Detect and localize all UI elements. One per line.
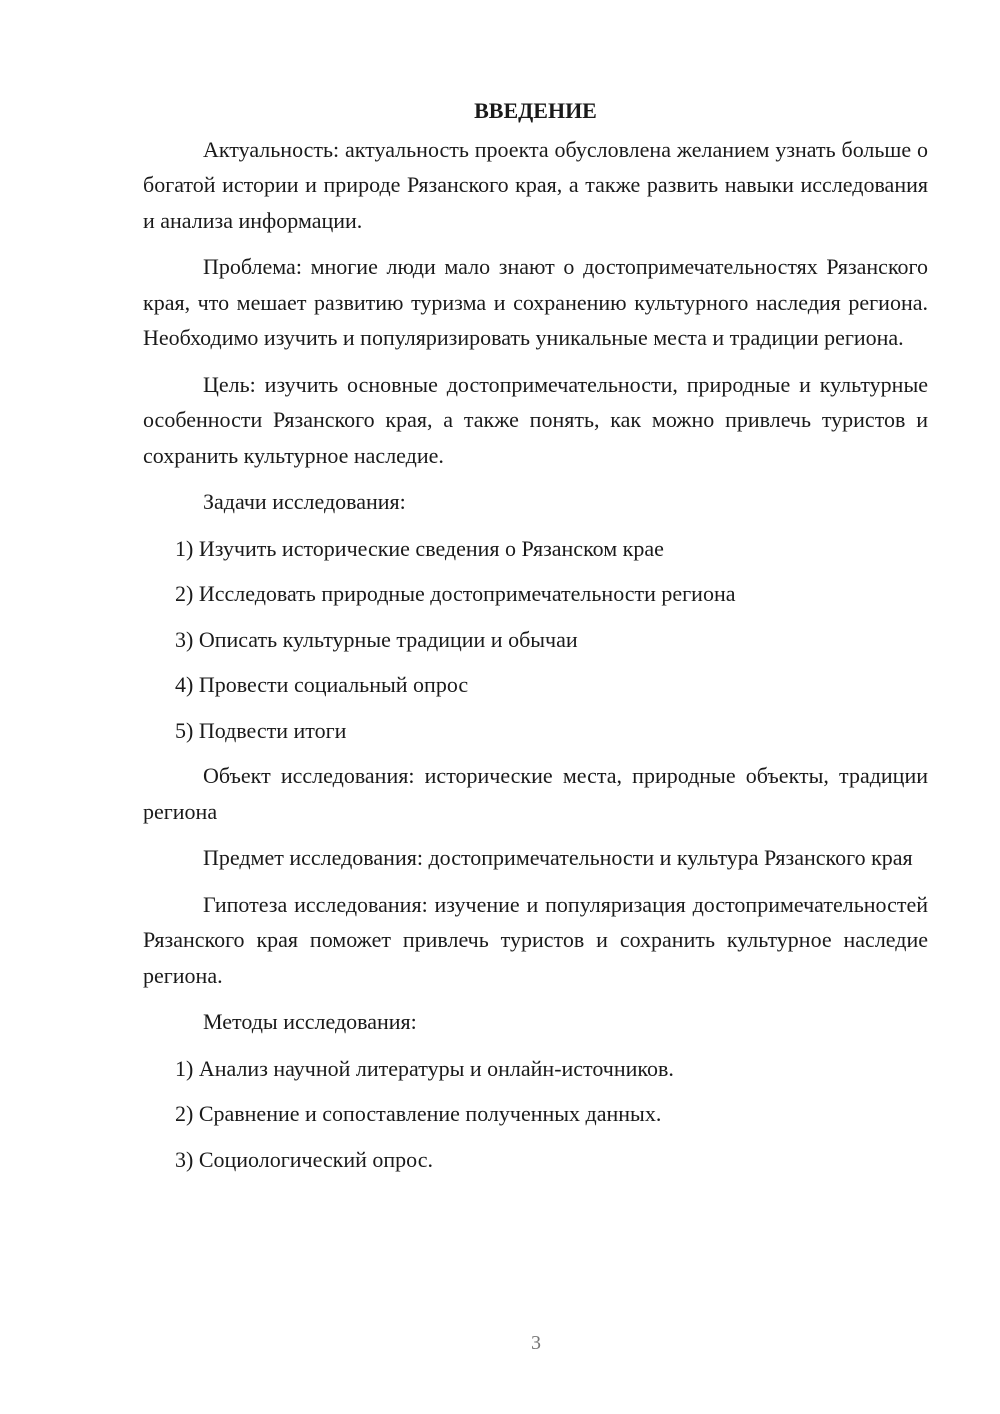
relevance-paragraph: Актуальность: актуальность проекта обусловлена желанием узнать больше о богатой истории и природе Рязанского края, а также развить навыки исследования и анализа информации. [143,136,928,233]
subject-paragraph: Предмет исследования: достопримечательности и культура Рязанского края [203,845,913,870]
method-item: 2) Сравнение и сопоставление полученных данных. [175,1101,662,1126]
task-item: 2) Исследовать природные достопримечательности региона [175,581,736,606]
task-item: 5) Подвести итоги [175,717,347,743]
tasks-heading: Задачи исследования: [203,489,406,514]
methods-heading: Методы исследования: [203,1009,417,1034]
document-body [143,93,928,1187]
goal-paragraph: Цель: изучить основные достопримечательности, природные и культурные особенности Рязанского края, а также понять, как можно привлечь туристов и сохранить культурное наследие. [143,371,928,468]
method-item: 3) Социологический опрос. [175,1146,433,1172]
page-number: 3 [531,1332,541,1354]
object-paragraph: Объект исследования: исторические места, природные объекты, традиции региона [143,763,928,824]
page-title: ВВЕДЕНИЕ [474,98,597,123]
task-item: 4) Провести социальный опрос [175,672,469,697]
method-item: 1) Анализ научной литературы и онлайн-источников. [175,1055,674,1081]
task-item: 1) Изучить исторические сведения о Рязанском крае [175,535,664,561]
problem-paragraph: Проблема: многие люди мало знают о достопримечательностях Рязанского края, что мешает развитию туризма и сохранению культурного наследия региона. Необходимо изучить и популяризировать уникальные места и традиции региона. [143,254,928,350]
task-item: 3) Описать культурные традиции и обычаи [175,626,578,652]
hypothesis-paragraph: Гипотеза исследования: изучение и популяризация достопримечательностей Рязанского края поможет привлечь туристов и сохранить культурное наследие региона. [143,891,928,988]
